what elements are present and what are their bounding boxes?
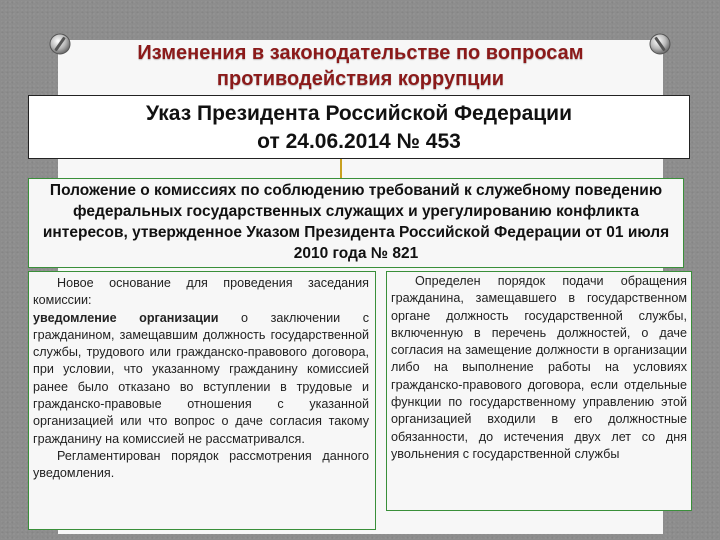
decree-line-1: Указ Президента Российской Федерации [146,102,572,125]
right-text: Определен порядок подачи обращения гражданина, замещавшего в государственном органе должность государственной службы, включенную в перечень должностей, о даче согласия на замещение должности в организации либо на выполнение работы на условиях гражданско-правового договора, если отдельные функции по государственному управлению этой организацией входили в его должностные обязанности, до истечения двух лет со дня увольнения с государственной службы [391,274,687,461]
regulation-box: Положение о комиссиях по соблюдению требований к служебному поведению федеральных государственных служащих и урегулированию конфликта интересов, утвержденное Указом Президента Российской Федерации от 01 июля 2010 года № 821 [28,178,684,268]
left-intro: Новое основание для проведения заседания комиссии: [33,276,369,308]
right-column [386,271,692,511]
decree-line-2: от 24.06.2014 № 453 [257,130,461,153]
left-bold-phrase: уведомление организации [33,310,219,325]
slide-title: Изменения в законодательстве по вопросам противодействия коррупции [137,42,584,90]
left-body-paragraph [33,310,369,448]
decree-box [28,95,690,159]
left-body-text: о заключении с гражданином, замещавшим должность государственной службы, трудового или гражданско-правового договора, при условии, что указанному гражданину комиссией ранее было отказано во вступлении в трудовые и гражданско-правовые отношения с указанной организацией или что вопрос о даче согласия такому гражданину на комиссией не рассматривался. [33,310,369,446]
left-column [28,271,376,530]
left-closing: Регламентирован порядок рассмотрения данного уведомления. [33,448,369,481]
